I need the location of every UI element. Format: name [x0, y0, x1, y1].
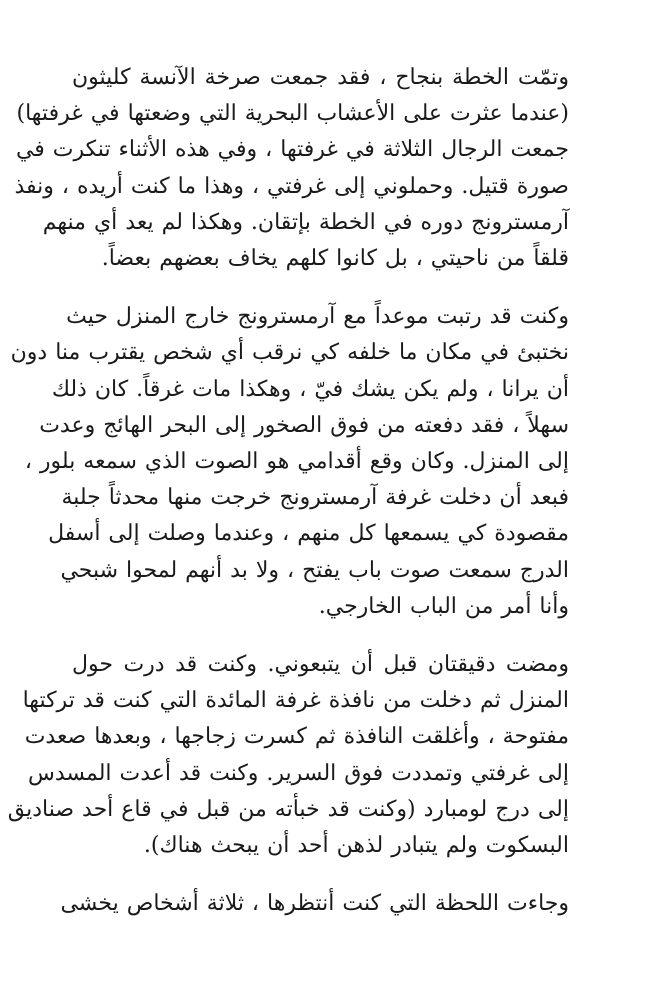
text-line: الدرج سمعت صوت باب يفتح ، ولا بد أنهم لمحوا شبحي — [60, 557, 569, 583]
text-line: وتمّت الخطة بنجاح ، فقد جمعت صرخة الآنسة كليثون — [72, 65, 569, 90]
text-line: مفتوحة ، وأغلقت النافذة ثم كسرت زجاجها ، وبعدها صعدت — [24, 724, 569, 750]
text-line: مقصودة كي يسمعها كل منهم ، وعندما وصلت إلى أسفل — [48, 521, 569, 547]
text-line: البسكوت ولم يتبادر لذهن أحد أن يبحث هناك). — [143, 833, 569, 859]
paragraph-1 — [14, 60, 607, 277]
text-line: ومضت دقيقتان قبل أن يتبعوني. وكنت قد درت حول — [72, 652, 569, 678]
text-line: صورة قتيل. وحملوني إلى غرفتي ، وهذا ما كنت أريده ، ونفذ — [14, 173, 569, 199]
text-line: (عندما عثرت على الأعشاب البحرية التي وضعتها في غرفتها) — [16, 101, 569, 127]
text-line: آرمسترونج دوره في الخطة بإتقان. وهكذا لم يعد أي منهم — [42, 209, 569, 235]
paragraph-4 — [60, 886, 607, 922]
text-line: وكنت قد رتبت موعداً مع آرمسترونج خارج المنزل حيث — [66, 304, 569, 330]
text-line: وجاءت اللحظة التي كنت أنتظرها ، ثلاثة أشخاص يخشى — [60, 891, 569, 917]
paragraph-3 — [7, 647, 607, 864]
text-line: أن يرانا ، ولم يكن يشك فيّ ، وهكذا مات غرقاً. كان ذلك — [51, 376, 569, 402]
text-line: نختبئ في مكان ما خلفه كي نرقب أي شخص يقترب منا دون — [10, 340, 569, 366]
text-line: فبعد أن دخلت غرفة آرمسترونج خرجت منها محدثاً جلبة — [61, 485, 569, 511]
text-line: إلى المنزل. وكان وقع أقدامي هو الصوت الذي سمعه بلور ، — [24, 449, 569, 475]
text-line: جمعت الرجال الثلاثة في غرفتها ، وفي هذه الأثناء تنكرت في — [15, 137, 569, 163]
text-line: إلى درج لومبارد (وكنت قد خبأته من قبل في قاع أحد صناديق — [7, 796, 569, 822]
text-line: إلى غرفتي وتمددت فوق السرير. وكنت قد أعدت المسدس — [27, 760, 569, 786]
text-line: سهلاً ، فقد دفعته من فوق الصخور إلى البحر الهائج وعدت — [39, 412, 569, 438]
text-line: قلقاً من ناحيتي ، بل كانوا كلهم يخاف بعضهم بعضاً. — [101, 246, 569, 272]
paragraph-2 — [10, 299, 607, 625]
text-line: وأنا أمر من الباب الخارجي. — [318, 593, 569, 619]
text-line: المنزل ثم دخلت من نافذة غرفة المائدة التي كنت قد تركتها — [22, 688, 569, 714]
